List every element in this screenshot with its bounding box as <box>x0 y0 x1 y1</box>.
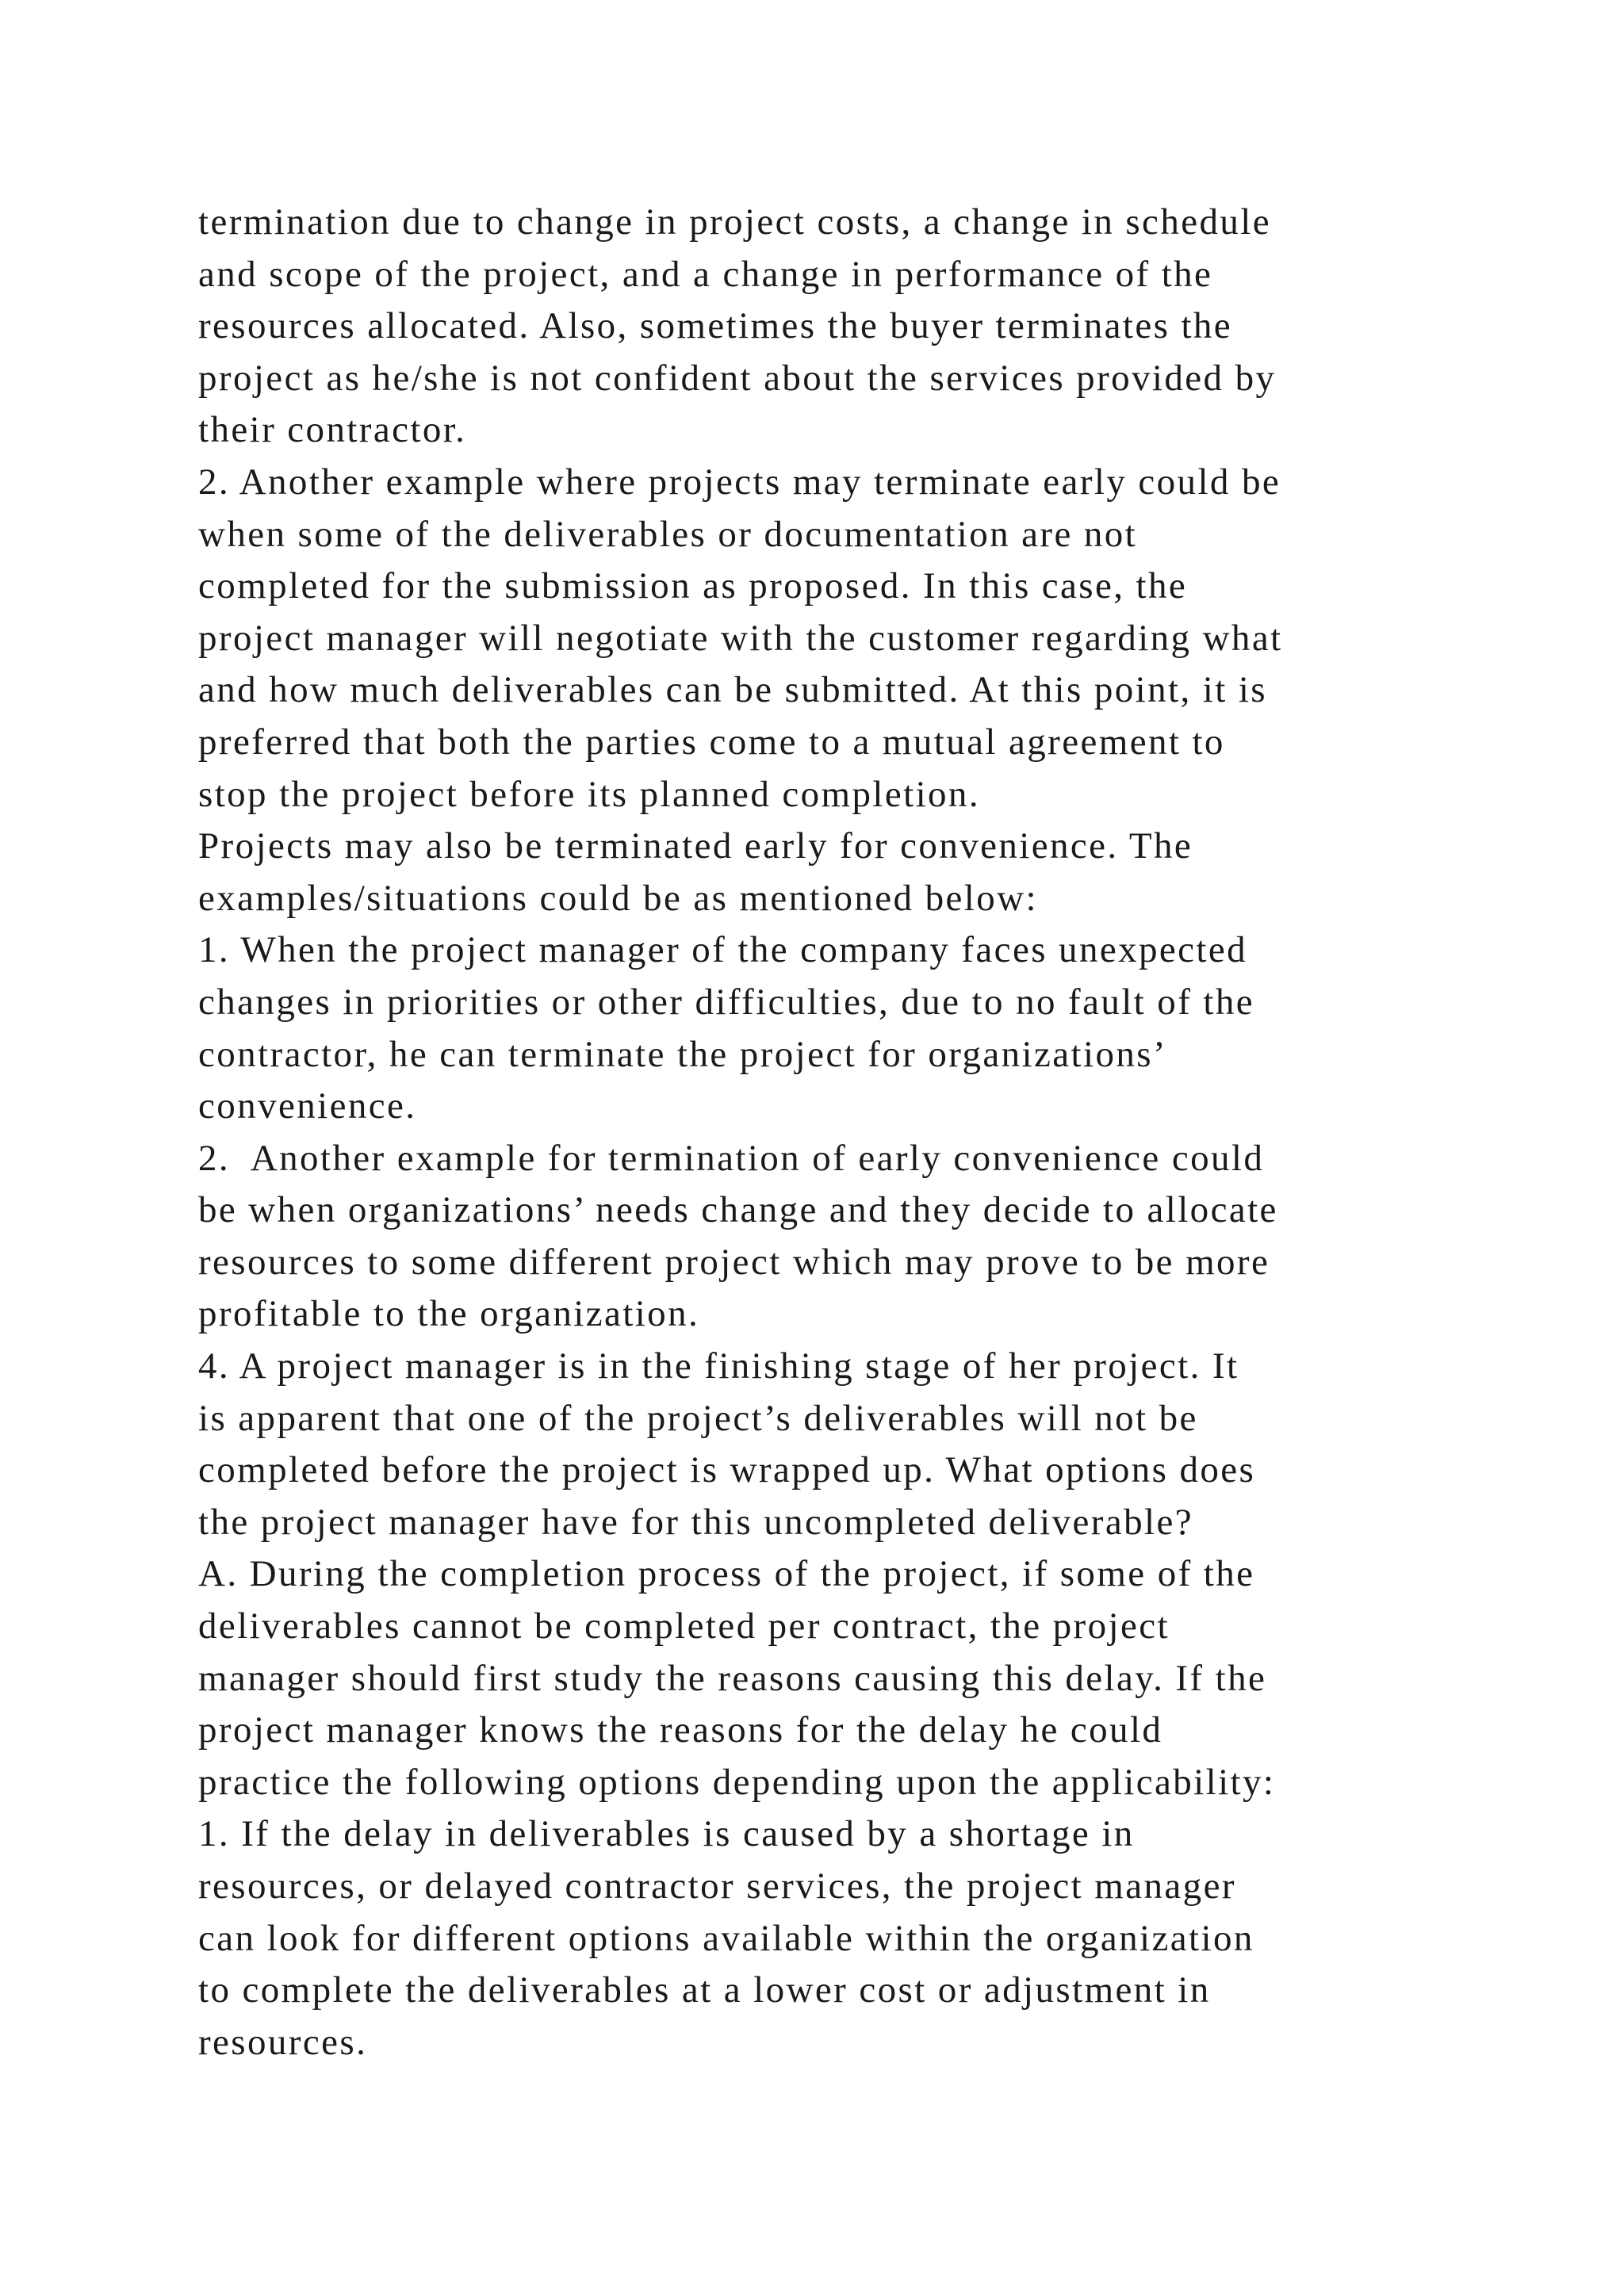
text-line: stop the project before its planned completion. <box>198 773 980 815</box>
text-line: practice the following options depending upon the applicability: <box>198 1761 1276 1803</box>
body-text <box>198 197 1515 2068</box>
text-line: project as he/she is not confident about the services provided by <box>198 357 1277 399</box>
text-line: be when organizations’ needs change and they decide to allocate <box>198 1189 1278 1231</box>
text-line: A. During the completion process of the project, if some of the <box>198 1553 1255 1595</box>
text-line: is apparent that one of the project’s deliverables will not be <box>198 1397 1198 1439</box>
text-line: their contractor. <box>198 409 467 451</box>
text-line: Projects may also be terminated early for convenience. The <box>198 825 1193 867</box>
text-line: completed before the project is wrapped up. What options does <box>198 1449 1256 1491</box>
text-line: 2. Another example for termination of early convenience could <box>198 1137 1265 1179</box>
text-line: profitable to the organization. <box>198 1293 700 1335</box>
text-line: the project manager have for this uncompleted deliverable? <box>198 1501 1193 1543</box>
text-line: 2. Another example where projects may terminate early could be <box>198 461 1281 503</box>
text-line: resources to some different project which may prove to be more <box>198 1241 1270 1283</box>
text-line: project manager knows the reasons for the delay he could <box>198 1709 1163 1751</box>
text-line: termination due to change in project costs, a change in schedule <box>198 201 1271 243</box>
text-line: examples/situations could be as mentioned below: <box>198 877 1038 919</box>
text-line: and how much deliverables can be submitted. At this point, it is <box>198 669 1267 711</box>
text-line: convenience. <box>198 1085 417 1127</box>
text-line: when some of the deliverables or documentation are not <box>198 513 1138 555</box>
text-line: can look for different options available within the organization <box>198 1917 1254 1959</box>
text-line: and scope of the project, and a change in performance of the <box>198 253 1213 295</box>
text-line: contractor, he can terminate the project for organizations’ <box>198 1033 1167 1075</box>
text-line: deliverables cannot be completed per contract, the project <box>198 1605 1170 1647</box>
text-line: resources. <box>198 2021 368 2063</box>
text-line: 4. A project manager is in the finishing stage of her project. It <box>198 1345 1239 1387</box>
text-line: 1. When the project manager of the company faces unexpected <box>198 929 1248 971</box>
text-line: project manager will negotiate with the customer regarding what <box>198 617 1283 659</box>
text-line: completed for the submission as proposed. In this case, the <box>198 565 1188 607</box>
text-line: resources allocated. Also, sometimes the buyer terminates the <box>198 305 1233 347</box>
text-line: resources, or delayed contractor services, the project manager <box>198 1866 1236 1907</box>
text-line: preferred that both the parties come to a mutual agreement to <box>198 721 1225 763</box>
text-line: changes in priorities or other difficulties, due to no fault of the <box>198 981 1255 1023</box>
text-line: to complete the deliverables at a lower cost or adjustment in <box>198 1969 1211 2011</box>
text-line: manager should first study the reasons causing this delay. If the <box>198 1657 1267 1699</box>
text-line: 1. If the delay in deliverables is caused by a shortage in <box>198 1813 1135 1855</box>
